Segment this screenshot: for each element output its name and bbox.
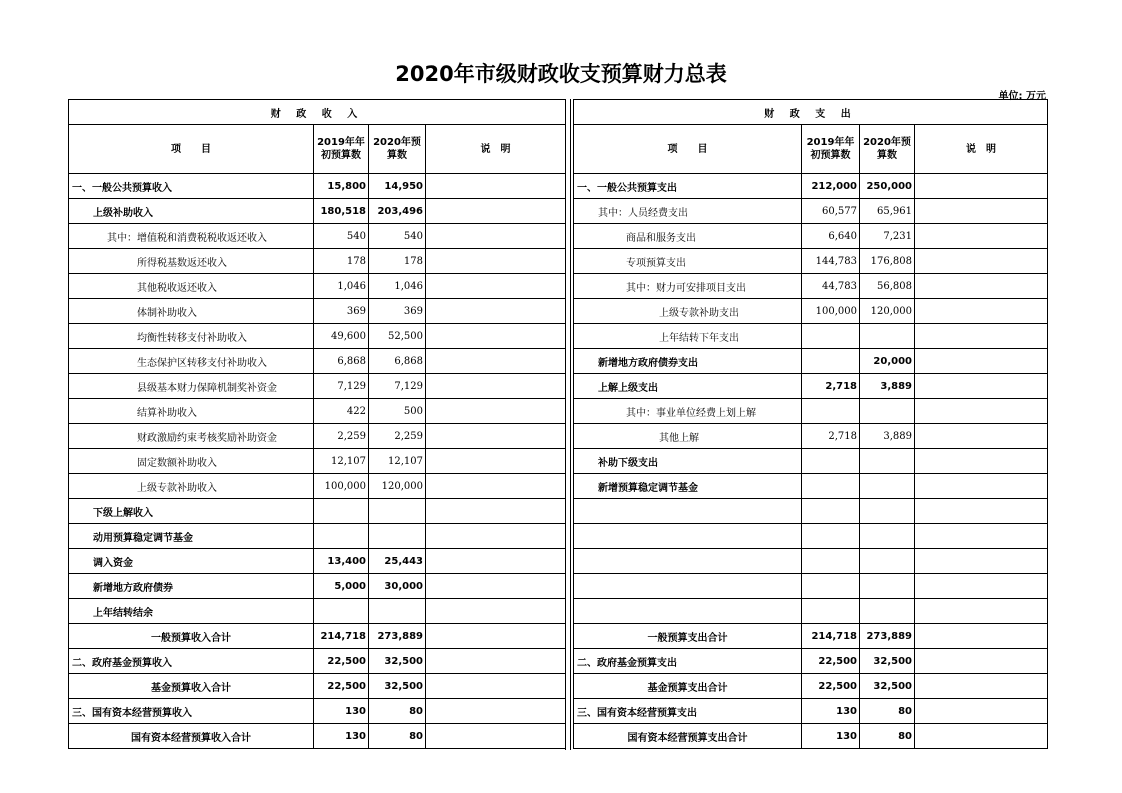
row-note (426, 249, 566, 274)
row-label (574, 599, 802, 624)
row-value-2019 (314, 499, 369, 524)
row-label (574, 549, 802, 574)
table-row (69, 524, 566, 549)
table-row (69, 224, 566, 249)
table-row (69, 499, 566, 524)
table-row (69, 324, 566, 349)
row-label: 生态保护区转移支付补助收入 (69, 349, 314, 374)
row-label: 上级补助收入 (69, 199, 314, 224)
row-note (426, 349, 566, 374)
row-label: 一般预算支出合计 (574, 624, 802, 649)
row-note (915, 474, 1048, 499)
row-note (426, 524, 566, 549)
row-value-2019: 130 (802, 724, 860, 749)
left-column-header-note: 说 明 (426, 125, 566, 174)
table-row (574, 349, 1048, 374)
table-row (69, 674, 566, 699)
row-label: 其中：事业单位经费上划上解 (574, 399, 802, 424)
row-value-2020: 1,046 (369, 274, 426, 299)
row-value-2019: 22,500 (802, 674, 860, 699)
row-label: 一般预算收入合计 (69, 624, 314, 649)
row-note (426, 574, 566, 599)
row-value-2020: 7,129 (369, 374, 426, 399)
row-label: 体制补助收入 (69, 299, 314, 324)
row-label: 新增地方政府债券 (69, 574, 314, 599)
table-row (574, 574, 1048, 599)
table-row (69, 624, 566, 649)
row-value-2020: 178 (369, 249, 426, 274)
row-note (426, 649, 566, 674)
row-value-2019: 49,600 (314, 324, 369, 349)
row-value-2019: 5,000 (314, 574, 369, 599)
row-label: 上级专款补助支出 (574, 299, 802, 324)
row-note (426, 699, 566, 724)
row-value-2019: 22,500 (314, 649, 369, 674)
table-row (574, 249, 1048, 274)
row-value-2020: 56,808 (860, 274, 915, 299)
page-title: 2020年市级财政收支预算财力总表 (395, 62, 727, 86)
row-note (915, 599, 1048, 624)
row-note (915, 724, 1048, 749)
row-value-2020 (369, 524, 426, 549)
row-label: 上解上级支出 (574, 374, 802, 399)
row-value-2019: 130 (314, 699, 369, 724)
row-value-2020: 176,808 (860, 249, 915, 274)
row-note (915, 649, 1048, 674)
row-value-2020: 52,500 (369, 324, 426, 349)
row-value-2019: 422 (314, 399, 369, 424)
row-value-2020 (860, 499, 915, 524)
row-note (915, 374, 1048, 399)
row-value-2019 (314, 524, 369, 549)
row-value-2020: 250,000 (860, 174, 915, 199)
row-value-2019: 12,107 (314, 449, 369, 474)
row-label: 财政激励约束考核奖励补助资金 (69, 424, 314, 449)
row-value-2019: 22,500 (802, 649, 860, 674)
row-note (426, 599, 566, 624)
table-row (574, 724, 1048, 749)
row-note (426, 724, 566, 749)
row-value-2020: 65,961 (860, 199, 915, 224)
row-value-2019 (802, 474, 860, 499)
right-column-header-note: 说 明 (915, 125, 1048, 174)
table-row (69, 199, 566, 224)
row-value-2019: 13,400 (314, 549, 369, 574)
row-label (574, 574, 802, 599)
row-value-2020: 120,000 (369, 474, 426, 499)
row-value-2020: 369 (369, 299, 426, 324)
row-label: 固定数额补助收入 (69, 449, 314, 474)
row-value-2020 (860, 599, 915, 624)
row-note (915, 349, 1048, 374)
row-value-2020: 30,000 (369, 574, 426, 599)
row-label: 新增预算稳定调节基金 (574, 474, 802, 499)
row-value-2019: 2,718 (802, 374, 860, 399)
row-label: 一、一般公共预算收入 (69, 174, 314, 199)
row-value-2020: 273,889 (860, 624, 915, 649)
table-row (574, 524, 1048, 549)
right-section-header: 财 政 支 出 (574, 100, 1048, 125)
row-value-2019: 214,718 (314, 624, 369, 649)
row-value-2020: 3,889 (860, 424, 915, 449)
row-value-2020: 12,107 (369, 449, 426, 474)
row-label: 其他税收返还收入 (69, 274, 314, 299)
row-value-2019: 144,783 (802, 249, 860, 274)
row-value-2020: 540 (369, 224, 426, 249)
row-note (915, 449, 1048, 474)
table-row (69, 599, 566, 624)
row-note (915, 699, 1048, 724)
table-row (574, 699, 1048, 724)
row-note (426, 274, 566, 299)
row-value-2020 (860, 324, 915, 349)
row-note (915, 199, 1048, 224)
table-row (69, 424, 566, 449)
table-row (574, 424, 1048, 449)
row-value-2019: 6,640 (802, 224, 860, 249)
left-column-header-item: 项 目 (69, 125, 314, 174)
row-note (426, 674, 566, 699)
row-label: 上年结转结余 (69, 599, 314, 624)
row-note (915, 274, 1048, 299)
table-row (574, 274, 1048, 299)
row-label: 调入资金 (69, 549, 314, 574)
row-value-2019: 180,518 (314, 199, 369, 224)
row-note (915, 399, 1048, 424)
table-row (69, 699, 566, 724)
table-row (574, 674, 1048, 699)
table-row (574, 199, 1048, 224)
table-row (69, 249, 566, 274)
table-row (69, 399, 566, 424)
row-label: 国有资本经营预算收入合计 (69, 724, 314, 749)
row-value-2020: 80 (860, 724, 915, 749)
table-row (574, 399, 1048, 424)
row-note (915, 674, 1048, 699)
table-row (69, 274, 566, 299)
row-value-2020 (860, 574, 915, 599)
row-value-2019 (802, 349, 860, 374)
row-value-2020 (369, 599, 426, 624)
table-row (69, 174, 566, 199)
row-value-2019: 6,868 (314, 349, 369, 374)
row-value-2020: 2,259 (369, 424, 426, 449)
row-value-2019: 44,783 (802, 274, 860, 299)
row-label: 结算补助收入 (69, 399, 314, 424)
table-row (69, 724, 566, 749)
table-row (574, 624, 1048, 649)
row-value-2020: 32,500 (369, 649, 426, 674)
row-value-2019 (802, 599, 860, 624)
row-label: 补助下级支出 (574, 449, 802, 474)
table-row (69, 349, 566, 374)
row-note (915, 224, 1048, 249)
row-note (426, 549, 566, 574)
row-value-2020: 80 (369, 699, 426, 724)
row-value-2020 (369, 499, 426, 524)
row-label: 二、政府基金预算收入 (69, 649, 314, 674)
row-value-2020 (860, 524, 915, 549)
table-row (69, 449, 566, 474)
row-note (915, 174, 1048, 199)
row-value-2019 (802, 499, 860, 524)
row-label: 国有资本经营预算支出合计 (574, 724, 802, 749)
row-value-2019: 369 (314, 299, 369, 324)
row-label: 县级基本财力保障机制奖补资金 (69, 374, 314, 399)
row-note (426, 224, 566, 249)
row-value-2020: 500 (369, 399, 426, 424)
row-value-2020: 273,889 (369, 624, 426, 649)
row-label: 其他上解 (574, 424, 802, 449)
table-separator (565, 99, 571, 750)
row-label: 二、政府基金预算支出 (574, 649, 802, 674)
row-label: 其中：财力可安排项目支出 (574, 274, 802, 299)
row-label: 其中：增值税和消费税税收返还收入 (69, 224, 314, 249)
table-row (574, 449, 1048, 474)
row-value-2020: 203,496 (369, 199, 426, 224)
table-row (574, 474, 1048, 499)
row-value-2019 (802, 324, 860, 349)
row-label: 三、国有资本经营预算收入 (69, 699, 314, 724)
row-label: 下级上解收入 (69, 499, 314, 524)
row-value-2019: 130 (802, 699, 860, 724)
table-row (574, 649, 1048, 674)
income-table (68, 99, 566, 749)
row-value-2020: 20,000 (860, 349, 915, 374)
row-label: 一、一般公共预算支出 (574, 174, 802, 199)
row-note (426, 624, 566, 649)
table-row (69, 549, 566, 574)
left-column-header-2019: 2019年年初预算数 (314, 125, 369, 174)
row-note (426, 199, 566, 224)
table-row (69, 374, 566, 399)
row-value-2019: 2,718 (802, 424, 860, 449)
row-value-2019 (802, 449, 860, 474)
row-value-2019 (802, 574, 860, 599)
row-note (915, 324, 1048, 349)
row-label: 动用预算稳定调节基金 (69, 524, 314, 549)
row-note (915, 299, 1048, 324)
row-note (426, 474, 566, 499)
row-label (574, 499, 802, 524)
row-value-2019: 214,718 (802, 624, 860, 649)
row-value-2019: 100,000 (802, 299, 860, 324)
row-value-2020: 6,868 (369, 349, 426, 374)
row-label: 均衡性转移支付补助收入 (69, 324, 314, 349)
row-value-2019: 178 (314, 249, 369, 274)
row-label: 上年结转下年支出 (574, 324, 802, 349)
row-value-2020: 7,231 (860, 224, 915, 249)
row-label (574, 524, 802, 549)
table-row (574, 374, 1048, 399)
table-row (69, 299, 566, 324)
row-label: 所得税基数返还收入 (69, 249, 314, 274)
table-row (574, 324, 1048, 349)
table-row (574, 549, 1048, 574)
left-column-header-2020: 2020年预算数 (369, 125, 426, 174)
row-label: 新增地方政府债券支出 (574, 349, 802, 374)
table-row (574, 599, 1048, 624)
row-value-2020: 32,500 (369, 674, 426, 699)
row-value-2019 (802, 549, 860, 574)
row-value-2020: 32,500 (860, 674, 915, 699)
row-label: 基金预算收入合计 (69, 674, 314, 699)
row-value-2019 (802, 399, 860, 424)
row-value-2019: 22,500 (314, 674, 369, 699)
table-row (69, 474, 566, 499)
right-column-header-2019: 2019年年初预算数 (802, 125, 860, 174)
row-value-2020: 3,889 (860, 374, 915, 399)
row-note (426, 499, 566, 524)
row-value-2020 (860, 449, 915, 474)
row-value-2019: 212,000 (802, 174, 860, 199)
row-value-2019: 540 (314, 224, 369, 249)
row-value-2020: 120,000 (860, 299, 915, 324)
row-note (426, 424, 566, 449)
row-note (915, 499, 1048, 524)
row-note (915, 624, 1048, 649)
row-value-2019: 60,577 (802, 199, 860, 224)
right-column-header-2020: 2020年预算数 (860, 125, 915, 174)
row-note (915, 249, 1048, 274)
left-section-header: 财 政 收 入 (69, 100, 566, 125)
row-label: 上级专款补助收入 (69, 474, 314, 499)
table-row (574, 299, 1048, 324)
row-note (915, 549, 1048, 574)
row-value-2020: 80 (860, 699, 915, 724)
row-value-2020: 80 (369, 724, 426, 749)
row-value-2019: 1,046 (314, 274, 369, 299)
row-label: 其中：人员经费支出 (574, 199, 802, 224)
table-row (574, 499, 1048, 524)
row-value-2020: 25,443 (369, 549, 426, 574)
row-note (915, 424, 1048, 449)
row-value-2020: 32,500 (860, 649, 915, 674)
table-row (574, 174, 1048, 199)
row-value-2020 (860, 549, 915, 574)
row-note (915, 574, 1048, 599)
expenditure-table (573, 99, 1048, 749)
row-value-2020 (860, 399, 915, 424)
row-label: 专项预算支出 (574, 249, 802, 274)
row-label: 商品和服务支出 (574, 224, 802, 249)
row-value-2019: 7,129 (314, 374, 369, 399)
row-label: 基金预算支出合计 (574, 674, 802, 699)
row-note (915, 524, 1048, 549)
table-row (574, 224, 1048, 249)
row-note (426, 374, 566, 399)
row-note (426, 399, 566, 424)
row-value-2020: 14,950 (369, 174, 426, 199)
row-note (426, 299, 566, 324)
unit-label: 单位: 万元 (998, 91, 1046, 102)
row-value-2019: 2,259 (314, 424, 369, 449)
row-note (426, 324, 566, 349)
right-column-header-item: 项 目 (574, 125, 802, 174)
row-note (426, 174, 566, 199)
row-label: 三、国有资本经营预算支出 (574, 699, 802, 724)
row-value-2020 (860, 474, 915, 499)
row-note (426, 449, 566, 474)
row-value-2019 (314, 599, 369, 624)
row-value-2019: 15,800 (314, 174, 369, 199)
row-value-2019: 130 (314, 724, 369, 749)
table-row (69, 574, 566, 599)
table-row (69, 649, 566, 674)
row-value-2019: 100,000 (314, 474, 369, 499)
row-value-2019 (802, 524, 860, 549)
